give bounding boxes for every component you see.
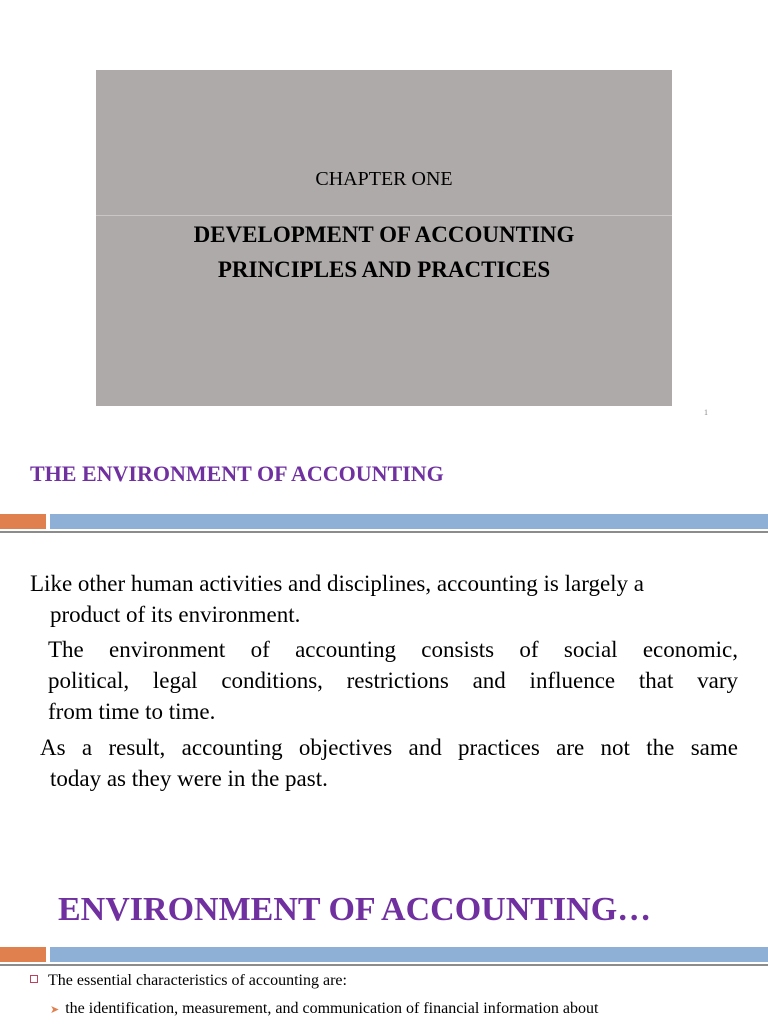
title-slide bbox=[0, 0, 768, 430]
square-bullet-icon bbox=[30, 975, 38, 983]
bar-accent-blue bbox=[50, 514, 768, 529]
slide-heading: THE ENVIRONMENT OF ACCOUNTING bbox=[30, 461, 444, 486]
bullet-text: The essential characteristics of accounting are: bbox=[48, 972, 347, 989]
title-divider bbox=[96, 215, 672, 216]
bullet-item bbox=[30, 971, 347, 991]
bar-underline bbox=[0, 531, 768, 533]
chapter-title bbox=[96, 217, 672, 287]
paragraph-1-line-1: Like other human activities and disciplines, accounting is largely a bbox=[30, 571, 645, 596]
paragraph-2-line-2: political, legal conditions, restrictions and influence that vary bbox=[48, 668, 738, 693]
paragraph-1-line-2: product of its environment. bbox=[50, 602, 301, 627]
bar-accent-orange bbox=[0, 514, 46, 529]
paragraph-2-line-3: from time to time. bbox=[48, 699, 216, 724]
paragraph-2 bbox=[48, 634, 738, 727]
page-number: 1 bbox=[704, 408, 708, 417]
paragraph-3-line-1: As a result, accounting objectives and practices are not the same bbox=[40, 735, 738, 760]
heading-bar-2 bbox=[0, 947, 768, 962]
chapter-title-line-1: DEVELOPMENT OF ACCOUNTING bbox=[193, 222, 575, 247]
chapter-title-line-2: PRINCIPLES AND PRACTICES bbox=[217, 257, 551, 282]
bar-underline bbox=[0, 964, 768, 966]
paragraph-1 bbox=[30, 568, 740, 630]
arrow-bullet-icon: ➤ bbox=[50, 1003, 60, 1016]
title-box bbox=[96, 70, 672, 406]
sub-bullet-text: the identification, measurement, and communication of financial information about bbox=[65, 1000, 599, 1017]
paragraph-3-line-2: today as they were in the past. bbox=[50, 766, 328, 791]
paragraph-3 bbox=[40, 732, 738, 794]
slide-heading-2: ENVIRONMENT OF ACCOUNTING… bbox=[58, 891, 652, 928]
bar-accent-blue bbox=[50, 947, 768, 962]
heading-bar bbox=[0, 514, 768, 529]
bar-accent-orange bbox=[0, 947, 46, 962]
paragraph-2-line-1: The environment of accounting consists of social economic, bbox=[48, 637, 738, 662]
chapter-label: CHAPTER ONE bbox=[315, 168, 453, 190]
sub-bullet-item bbox=[50, 999, 598, 1020]
